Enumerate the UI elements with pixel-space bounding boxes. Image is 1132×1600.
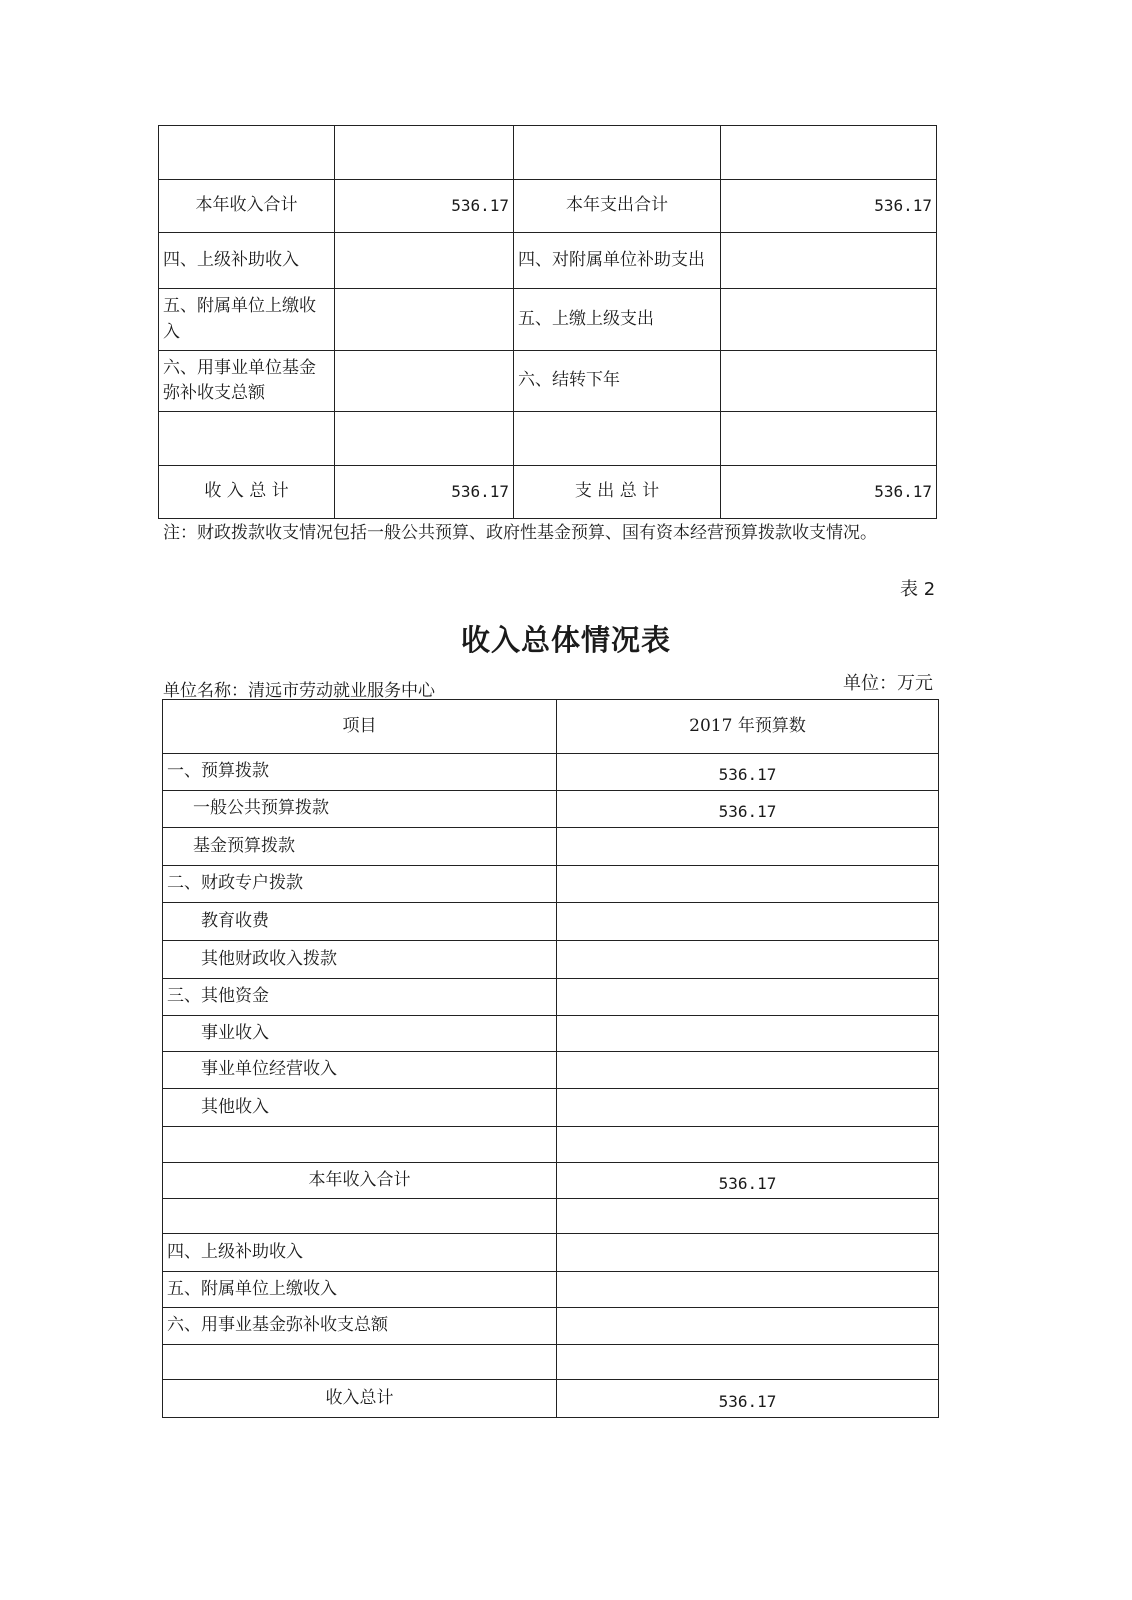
row-value xyxy=(557,1127,939,1163)
row-value xyxy=(557,866,939,903)
unit-label: 单位：万元 xyxy=(843,673,933,694)
table-row xyxy=(163,866,939,903)
row-value xyxy=(557,1345,939,1380)
row-label xyxy=(163,1127,557,1163)
table-row xyxy=(163,1016,939,1052)
cell xyxy=(335,233,514,289)
row-label: 其他收入 xyxy=(163,1089,557,1127)
table-row xyxy=(163,791,939,828)
row-label: 事业单位经营收入 xyxy=(163,1052,557,1089)
row-label: 事业收入 xyxy=(163,1016,557,1052)
cell: 六、结转下年 xyxy=(514,351,721,412)
row-value xyxy=(557,941,939,979)
expense-total-value: 536.17 xyxy=(721,466,937,519)
table-row xyxy=(163,1199,939,1234)
subtotal-label: 本年收入合计 xyxy=(163,1163,557,1199)
cell xyxy=(159,412,335,466)
total-value: 536.17 xyxy=(557,1380,939,1418)
table-row xyxy=(163,754,939,791)
cell xyxy=(159,126,335,180)
cell xyxy=(721,126,937,180)
expense-subtotal-value: 536.17 xyxy=(721,180,937,233)
cell xyxy=(514,412,721,466)
cell xyxy=(721,289,937,351)
unit-name: 单位名称：清远市劳动就业服务中心 xyxy=(163,681,435,701)
row-label: 五、附属单位上缴收入 xyxy=(163,1272,557,1308)
table-row xyxy=(163,1380,939,1418)
total-label: 收入总计 xyxy=(163,1380,557,1418)
row-value xyxy=(557,1089,939,1127)
income-total-value: 536.17 xyxy=(335,466,514,519)
column-header-item: 项目 xyxy=(163,700,557,754)
table-row xyxy=(163,1308,939,1345)
row-value: 536.17 xyxy=(557,791,939,828)
table-row xyxy=(159,126,937,180)
table-row xyxy=(163,1089,939,1127)
table-row xyxy=(163,1127,939,1163)
row-label: 基金预算拨款 xyxy=(163,828,557,866)
cell xyxy=(335,289,514,351)
table-header-row xyxy=(163,700,939,754)
row-value xyxy=(557,828,939,866)
cell xyxy=(721,233,937,289)
row-value xyxy=(557,1016,939,1052)
cell: 四、对附属单位补助支出 xyxy=(514,233,721,289)
expense-total-label: 支 出 总 计 xyxy=(514,466,721,519)
row-label: 三、其他资金 xyxy=(163,979,557,1016)
expense-subtotal-label: 本年支出合计 xyxy=(514,180,721,233)
table-row xyxy=(163,1163,939,1199)
table-row xyxy=(159,289,937,351)
table-row xyxy=(159,412,937,466)
cell xyxy=(335,126,514,180)
row-label xyxy=(163,1199,557,1234)
table-row xyxy=(163,828,939,866)
row-label: 四、上级补助收入 xyxy=(163,1234,557,1272)
row-value xyxy=(557,1199,939,1234)
table-row xyxy=(163,941,939,979)
table-row xyxy=(163,1052,939,1089)
subtotal-value: 536.17 xyxy=(557,1163,939,1199)
cell: 五、上缴上级支出 xyxy=(514,289,721,351)
table-row xyxy=(159,180,937,233)
table-row xyxy=(163,903,939,941)
cell xyxy=(335,351,514,412)
row-label: 六、用事业基金弥补收支总额 xyxy=(163,1308,557,1345)
row-value xyxy=(557,1272,939,1308)
table-row xyxy=(163,979,939,1016)
cell: 六、用事业单位基金弥补收支总额 xyxy=(159,351,335,412)
table-row xyxy=(159,233,937,289)
income-subtotal-label: 本年收入合计 xyxy=(159,180,335,233)
row-label: 二、财政专户拨款 xyxy=(163,866,557,903)
table-number: 表 2 xyxy=(900,579,936,600)
row-value xyxy=(557,903,939,941)
cell: 五、附属单位上缴收入 xyxy=(159,289,335,351)
table-row xyxy=(163,1345,939,1380)
row-label: 一般公共预算拨款 xyxy=(163,791,557,828)
table-row xyxy=(159,351,937,412)
page-title: 收入总体情况表 xyxy=(460,623,671,657)
row-value xyxy=(557,1234,939,1272)
income-overview-table xyxy=(162,699,939,1418)
cell xyxy=(721,412,937,466)
row-label: 教育收费 xyxy=(163,903,557,941)
cell xyxy=(514,126,721,180)
column-header-budget-2017: 2017 年预算数 xyxy=(557,700,939,754)
income-subtotal-value: 536.17 xyxy=(335,180,514,233)
row-label: 一、预算拨款 xyxy=(163,754,557,791)
table-row xyxy=(159,466,937,519)
cell xyxy=(721,351,937,412)
row-value xyxy=(557,1052,939,1089)
row-label xyxy=(163,1345,557,1380)
row-value: 536.17 xyxy=(557,754,939,791)
row-value xyxy=(557,1308,939,1345)
income-expense-summary-table xyxy=(158,125,937,519)
table-row xyxy=(163,1234,939,1272)
income-total-label: 收 入 总 计 xyxy=(159,466,335,519)
table-row xyxy=(163,1272,939,1308)
footnote: 注：财政拨款收支情况包括一般公共预算、政府性基金预算、国有资本经营预算拨款收支情况。 xyxy=(163,523,877,543)
cell: 四、上级补助收入 xyxy=(159,233,335,289)
row-label: 其他财政收入拨款 xyxy=(163,941,557,979)
cell xyxy=(335,412,514,466)
row-value xyxy=(557,979,939,1016)
